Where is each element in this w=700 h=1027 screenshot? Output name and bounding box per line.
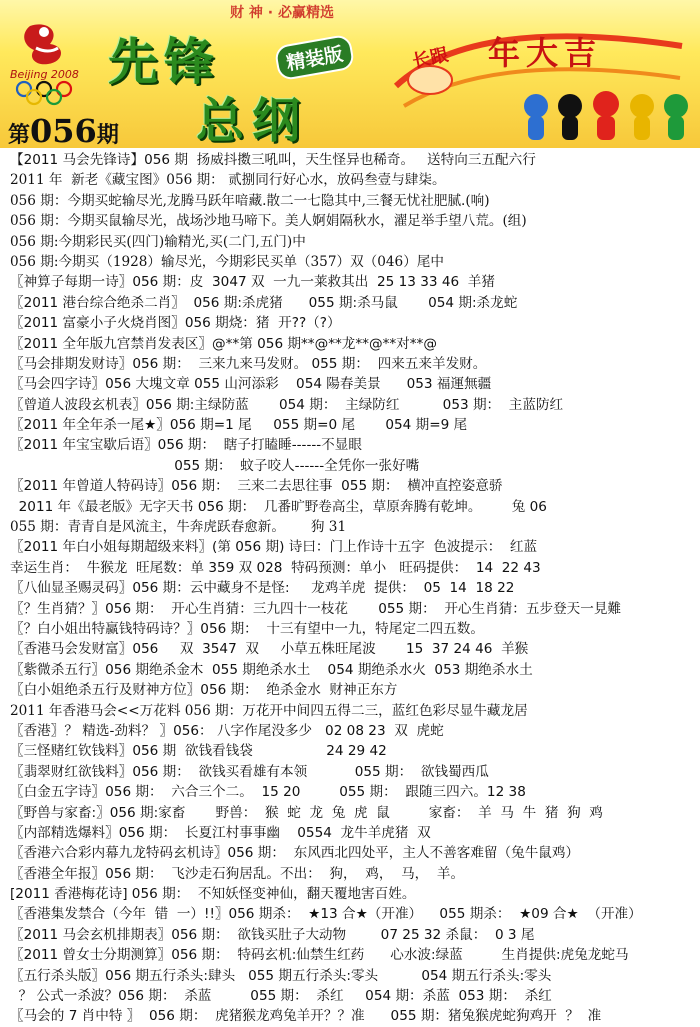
text-line: 〖紫微杀五行〗056 期绝杀金木 055 期绝杀水土 054 期绝杀水火 053 期绝杀水土 (10, 661, 533, 678)
text-line: 〖香港〗？ 精选-劲料？ 〗056： 八字作尾没多少 02 08 23 双 虎蛇 (10, 722, 444, 739)
text-line: 〖2011 曾女士分期测算〗056 期： 特码玄机:仙禁生红药 心水波:绿蓝 生肖提供:虎兔龙蛇马 (10, 947, 629, 964)
text-line: 056 期：今期买蛇输尽光,龙腾马跃年喑藏.散二一七隐其中,三餐无忧社肥腻.(响) (10, 192, 490, 209)
text-line: 〖2011 全年版九宫禁肖发表区〗@**第 056 期**@**龙**@**对**@ (10, 335, 437, 352)
beijing-2008-label: Beijing 2008 (10, 68, 79, 81)
text-line: 056 期:今期彩民买(四门)输精光,买(二门,五门)中 (10, 233, 306, 250)
text-line: 〖翡翠财红欲钱料〗056 期： 欲钱买看雄有本领 055 期： 欲钱蜀西瓜 (10, 763, 489, 780)
text-line: 【2011 马会先锋诗】056 期 扬威抖擞三吼叫，天生怪异也稀奇。 送特向三五配六行 (10, 152, 536, 168)
text-line: 055 期：青青自是风流主，牛奔虎跃春愈新。 狗 31 (10, 519, 347, 536)
slogan-small-text: 长跟 (410, 44, 451, 73)
banner-top-strip: 财 神 · 必赢精选 (230, 5, 334, 21)
issue-number: 056 (30, 112, 97, 148)
text-line: 〖马会四字诗〗056 大塊文章 055 山河添彩 054 陽春美景 053 福運無疆 (10, 376, 492, 393)
slogan-big-text: 年大吉 (488, 34, 603, 72)
issue-suffix: 期 (96, 122, 119, 148)
text-line: 2011 年《最老版》无字天书 056 期： 几番旷野卷高尘，草原奔腾有乾坤。 兔 06 (10, 498, 547, 515)
olympic-rings-icon (14, 80, 76, 106)
text-line: 〖香港集发禁合（今年 错 一）!!〗056 期杀： ★13 合★（开准） 055 期杀： ★09 合★ （开准） (10, 906, 642, 923)
text-line: 〖？生肖猜？〗056 期： 开心生肖猜：三九四十一枝花 055 期： 开心生肖猜：五步登天一見難 (10, 600, 622, 617)
banner-title-line1: 先锋 (108, 32, 220, 91)
issue-label (8, 112, 119, 148)
edition-badge: 精装版 (274, 34, 356, 82)
text-line: 〖马会的 7 肖中特 〗 056 期： 虎猪猴龙鸡兔羊开？？准 055 期：猪兔猴虎蛇狗鸡开 ？ 准 (10, 1008, 602, 1025)
prediction-text-list (0, 148, 700, 1027)
banner-title-line2: 总纲 (196, 93, 309, 148)
text-line: 〖八仙显圣赐灵码〗056 期：云中藏身不是怪: 龙鸡羊虎 提供： 05 14 18 22 (10, 580, 515, 597)
text-line: 〖？白小姐出特赢钱特码诗？〗056 期： 十三有望中一九，特尾定二四五数。 (10, 620, 484, 637)
text-line: 〖神算子每期一诗〗056 期：皮 3047 双 一九一莱救其出 25 13 33 46 羊猪 (10, 274, 495, 291)
text-line: 055 期： 蚊子咬人------全凭你一张好嘴 (10, 457, 420, 474)
text-line: 〖2011 马会玄机排期表〗056 期： 欲钱买肚子大动物 07 25 32 杀鼠： 0 3 尾 (10, 926, 535, 943)
text-line: 〖2011 年白小姐每期超级来料〗(第 056 期) 诗曰：门上作诗十五字 色波提示： 红蓝 (10, 539, 538, 556)
text-line: 〖内部精选爆料〗056 期： 长夏江村事事幽 0554 龙牛羊虎猪 双 (10, 824, 431, 841)
text-line: 〖2011 年宝宝歇后语〗056 期： 瞎子打瞌睡------不显眼 (10, 437, 362, 454)
text-line: 〖2011 年全年杀一尾★〗056 期=1 尾 055 期=0 尾 054 期=9 尾 (10, 417, 468, 434)
text-line: 〖三怪赌红钦钱料〗056 期 欲钱看钱袋 24 29 42 (10, 743, 387, 760)
text-line: 2011 年 新老《藏宝图》056 期： 贰捌同行好心水，放码叁壹与肆柒。 (10, 172, 446, 189)
text-line: ？ 公式一杀波？056 期： 杀蓝 055 期： 杀红 054 期：杀蓝 053 期： 杀红 (10, 988, 552, 1005)
text-line: 056 期:今期买（1928）输尽光，今期彩民买单（357）双（046）尾中 (10, 253, 444, 270)
issue-prefix: 第 (8, 122, 31, 148)
text-line: 〖五行杀头版〗056 期五行杀头:肆头 055 期五行杀头:零头 054 期五行杀头:零头 (10, 967, 552, 984)
text-line: 〖香港全年报〗056 期： 飞沙走石狗居乱。不出： 狗， 鸡， 马， 羊。 (10, 865, 465, 882)
text-line: 2011 年香港马会<<万花料 056 期：万花开中间四五得二三，蓝红色彩尽显牛藏龙居 (10, 702, 528, 719)
header-banner (0, 0, 700, 148)
text-line: 幸运生肖： 牛猴龙 旺尾数：单 359 双 028 特码预测：单小 旺码提供： 14 22 43 (10, 559, 541, 576)
text-line: 〖马会排期发财诗〗056 期： 三来九来马发财。 055 期： 四来五来羊发财。 (10, 355, 487, 372)
text-line: 056 期：今期买鼠输尽光，战场沙地马啼下。美人婀娟隔秋水，濯足举手望八荒。(组) (10, 213, 527, 230)
text-line: 〖白金五字诗〗056 期： 六合三个二。 15 20 055 期： 跟随三四六。12 38 (10, 784, 526, 801)
mascots-icon (520, 88, 695, 144)
text-line: 〖2011 年曾道人特码诗〗056 期： 三来二去思往事 055 期： 横冲直控姿意骄 (10, 478, 503, 495)
text-line: [2011 香港梅花诗] 056 期： 不知妖怪变神仙，翻天覆地害百姓。 (10, 886, 416, 903)
text-line: 〖香港马会发财富〗056 双 3547 双 小草五株旺尾波 15 37 24 46 羊猴 (10, 641, 529, 658)
text-line: 〖野兽与家畜:〗056 期:家畜 野兽： 猴 蛇 龙 兔 虎 鼠 家畜： 羊 马 牛 猪 狗 鸡 (10, 804, 603, 821)
text-line: 〖曾道人波段玄机表〗056 期:主绿防蓝 054 期： 主绿防红 053 期： 主蓝防红 (10, 396, 564, 413)
text-line: 〖香港六合彩内幕九龙特码玄机诗〗056 期： 东风西北四处平，主人不善客难留（兔牛鼠鸡） (10, 845, 580, 862)
text-line: 〖2011 富豪小子火烧肖图〗056 期烧：猪 开??（?） (10, 315, 341, 332)
text-line: 〖白小姐绝杀五行及财神方位〗056 期： 绝杀金水 财神正东方 (10, 682, 398, 699)
text-line: 〖2011 港台综合绝杀二肖〗 056 期:杀虎猪 055 期:杀马鼠 054 期:杀龙蛇 (10, 294, 518, 311)
